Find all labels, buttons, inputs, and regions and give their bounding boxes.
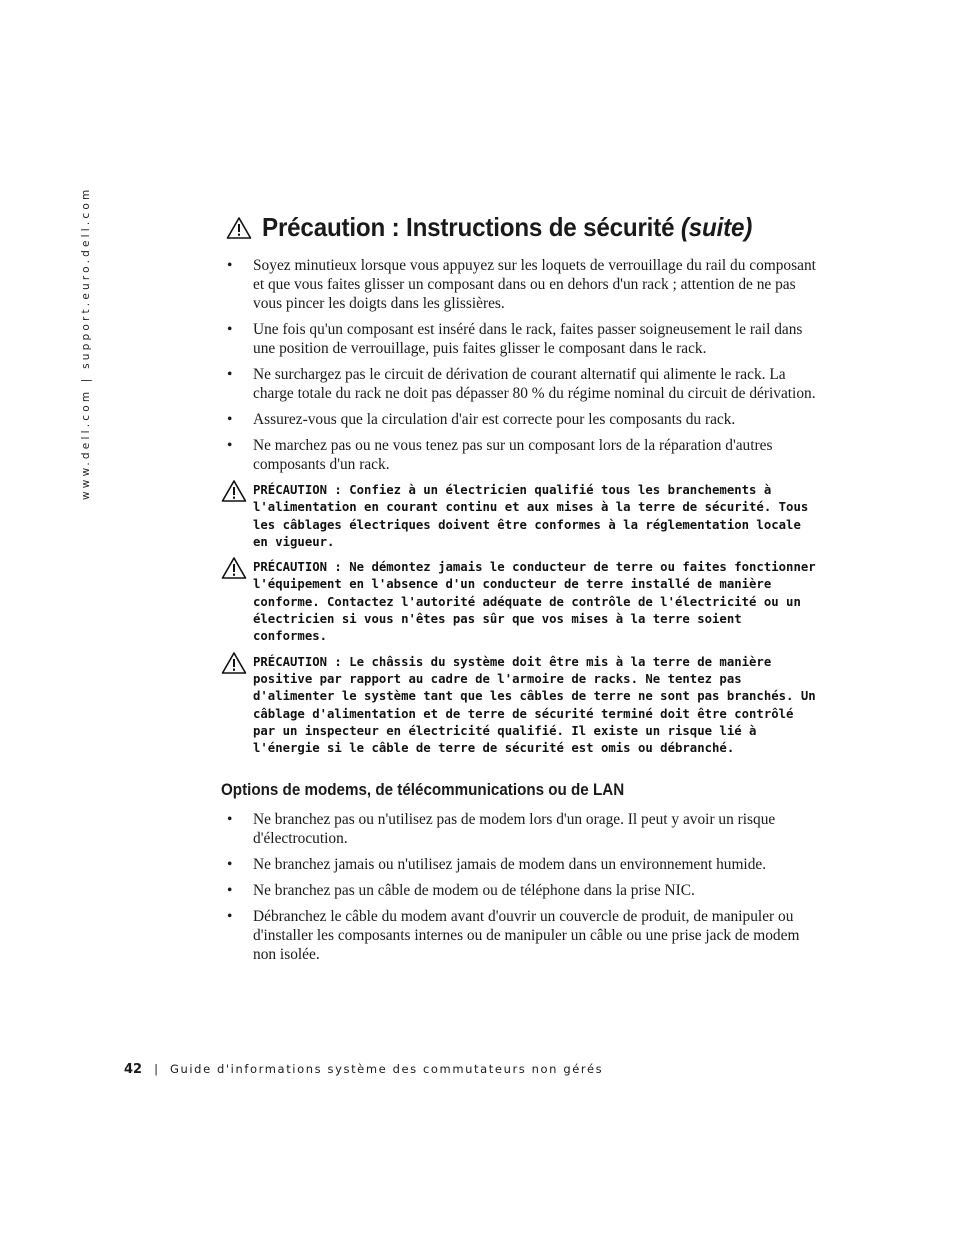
footer-guide-title: Guide d'informations système des commutateurs non gérés [169, 1062, 604, 1076]
list-item-text: Ne marchez pas ou ne vous tenez pas sur un composant lors de la réparation d'autres composants d'un rack. [253, 437, 773, 473]
list-item [221, 907, 821, 964]
list-item-text: Une fois qu'un composant est inséré dans le rack, faites passer soigneusement le rail dans une position de verrouillage, puis faites glisser le composant dans le rack. [253, 321, 803, 357]
list-item [221, 436, 821, 474]
bullet-dot: • [227, 437, 233, 454]
list-item-text: Soyez minutieux lorsque vous appuyez sur les loquets de verrouillage du rail du composant et que vous faites glisser un composant dans ou en dehors d'un rack ; attention de ne pas vous pincer les doigts dans les glissières. [253, 257, 816, 312]
list-item-text: Ne branchez jamais ou n'utilisez jamais de modem dans un environnement humide. [253, 856, 767, 874]
page-number: 42 [124, 1062, 143, 1077]
page-title [262, 212, 752, 243]
bullet-dot: • [227, 257, 233, 274]
bullet-dot: • [227, 411, 233, 428]
caution-text: PRÉCAUTION : Confiez à un électricien qualifié tous les branchements à l'alimentation en courant continu et aux mises à la terre de sécurité. Tous les câblages électriques doivent être conformes à la réglementation locale en vigueur. [253, 483, 809, 549]
list-item [221, 881, 821, 900]
list-item [221, 365, 821, 403]
page-footer [124, 1062, 603, 1077]
bullet-dot: • [227, 882, 233, 900]
caution-note [221, 482, 821, 551]
warning-triangle-icon [221, 651, 247, 675]
footer-separator: | [154, 1062, 158, 1076]
bullet-dot: • [227, 811, 233, 829]
main-content [221, 256, 821, 971]
list-item [221, 810, 821, 848]
bullet-dot: • [227, 856, 233, 874]
bullet-dot: • [227, 366, 233, 383]
list-item-text: Ne branchez pas un câble de modem ou de téléphone dans la prise NIC. [253, 882, 695, 900]
side-url[interactable]: www.dell.com | support.euro.dell.com [80, 186, 92, 500]
list-item [221, 855, 821, 874]
list-item-text: Ne branchez pas ou n'utilisez pas de modem lors d'un orage. Il peut y avoir un risque d'électrocution. [253, 811, 776, 848]
warning-triangle-icon [226, 216, 252, 240]
rack-bullet-list [221, 256, 821, 474]
list-item-text: Débranchez le câble du modem avant d'ouvrir un couvercle de produit, de manipuler ou d'installer les composants internes ou de manipuler un câble ou une prise jack de modem non isolée. [253, 908, 800, 964]
caution-text: PRÉCAUTION : Le châssis du système doit être mis à la terre de manière positive par rapport au cadre de l'armoire de racks. Ne tentez pas d'alimenter le système tant que les câbles de terre ne sont pas branchés. Un câblage d'alimentation et de terre de sécurité terminé doit être contrôlé par un inspecteur en électricité qualifié. Il existe un risque lié à l'énergie si le câble de terre de sécurité est omis ou débranché. [253, 654, 816, 756]
bullet-dot: • [227, 321, 233, 338]
caution-note [221, 654, 821, 758]
modem-bullet-list [221, 810, 821, 964]
list-item-text: Ne surchargez pas le circuit de dérivation de courant alternatif qui alimente le rack. La charge totale du rack ne doit pas dépasser 80 % du régime nominal du circuit de dérivation. [253, 366, 816, 402]
section-heading: Options de modems, de télécommunications ou de LAN [221, 781, 625, 800]
list-item [221, 410, 821, 429]
warning-triangle-icon [221, 479, 247, 503]
caution-note [221, 559, 821, 645]
list-item [221, 256, 821, 313]
page-title-suffix: (suite) [680, 212, 753, 242]
list-item-text: Assurez-vous que la circulation d'air est correcte pour les composants du rack. [253, 411, 736, 428]
bullet-dot: • [227, 908, 233, 926]
list-item [221, 320, 821, 358]
page-title-main: Précaution : Instructions de sécurité [262, 212, 675, 242]
warning-triangle-icon [221, 556, 247, 580]
caution-text: PRÉCAUTION : Ne démontez jamais le conducteur de terre ou faites fonctionner l'équipement en l'absence d'un conducteur de terre installé de manière conforme. Contactez l'autorité adéquate de contrôle de l'électricité ou un électricien si vous n'êtes pas sûr que vos mises à la terre soient conformes. [253, 560, 816, 644]
page-title-block [226, 212, 789, 243]
